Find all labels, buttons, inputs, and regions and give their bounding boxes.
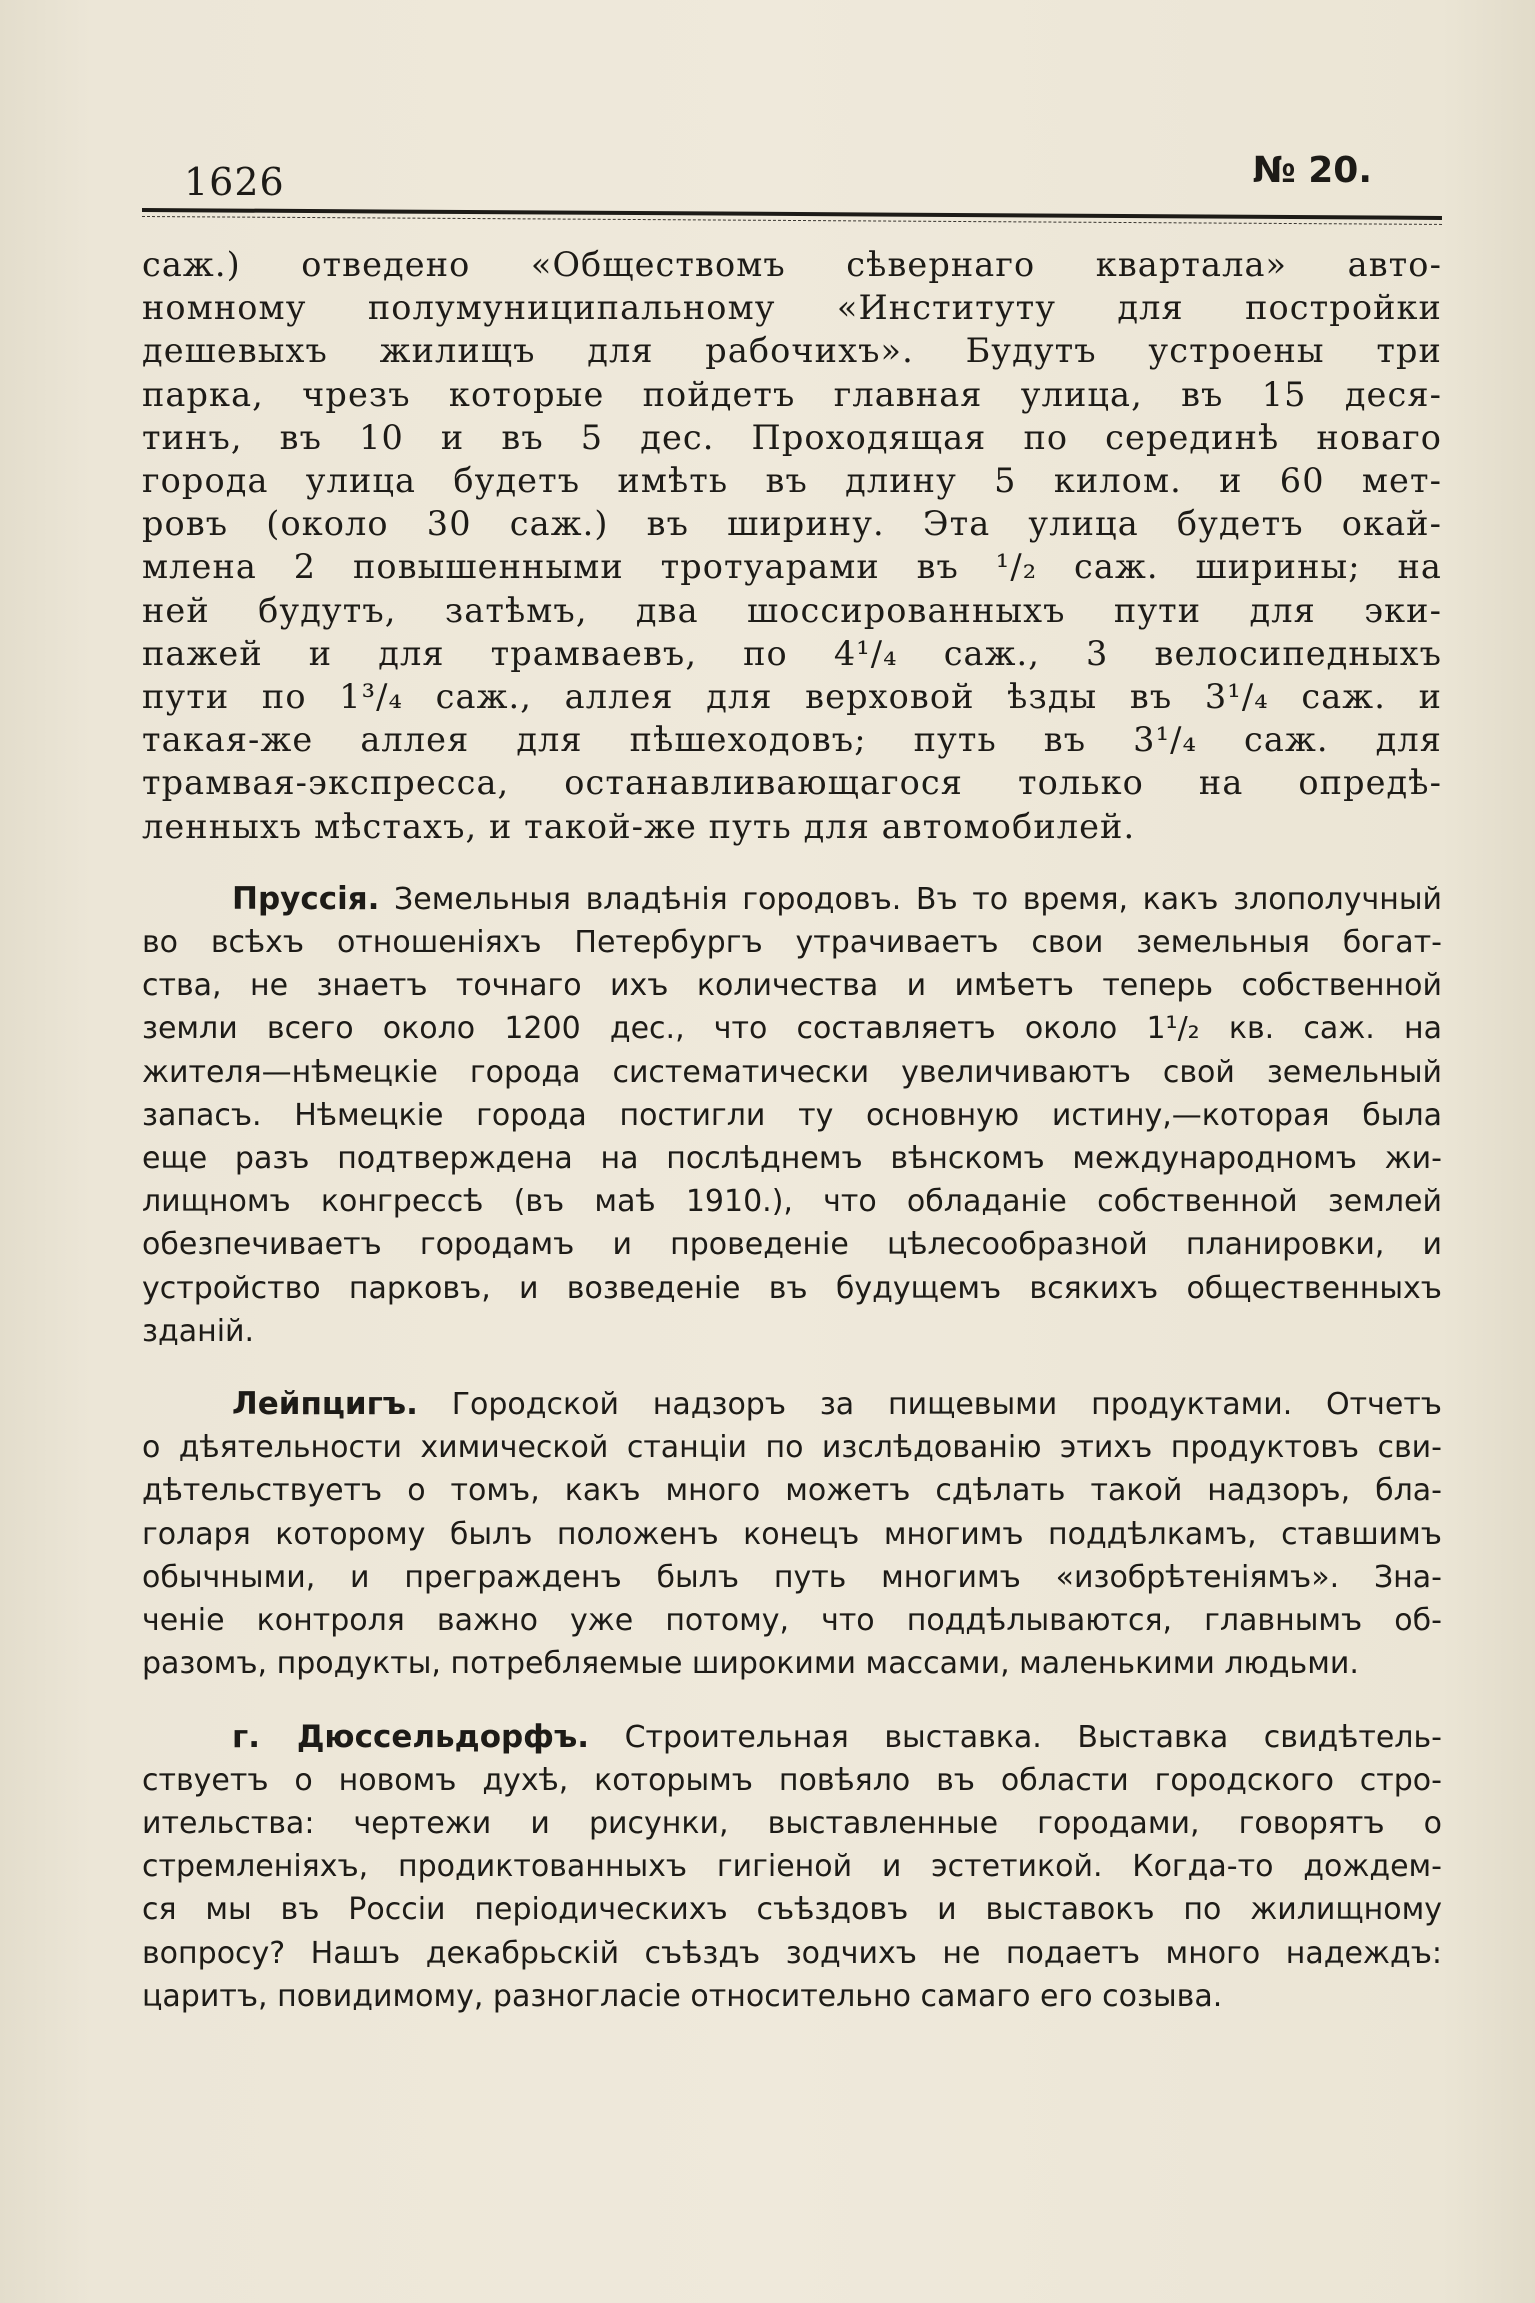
text-line: зданій. bbox=[142, 1313, 255, 1349]
text-line: царитъ, повидимому, разногласіе относительно самаго его созыва. bbox=[142, 1978, 1223, 2014]
section-prussia bbox=[142, 878, 1442, 1353]
text-line: пути по 1³/₄ саж., аллея для верховой ѣзды въ 3¹/₄ саж. и bbox=[142, 677, 1442, 717]
text-line: пажей и для трамваевъ, по 4¹/₄ саж., 3 велосипедныхъ bbox=[142, 633, 1442, 673]
text-line: ительства: чертежи и рисунки, выставленные городами, говорятъ о bbox=[142, 1805, 1442, 1841]
text-line: млена 2 повышенными тротуарами въ ¹/₂ саж. ширины; на bbox=[142, 547, 1442, 587]
text-line: дешевыхъ жилищъ для рабочихъ». Будутъ устроены три bbox=[142, 331, 1442, 371]
text-line: вопросу? Нашъ декабрьскій съѣздъ зодчихъ не подаетъ много надеждъ: bbox=[142, 1935, 1442, 1971]
text-line: ровъ (около 30 саж.) въ ширину. Эта улица будетъ окай- bbox=[142, 504, 1442, 544]
text-line: во всѣхъ отношеніяхъ Петербургъ утрачиваетъ свои земельныя богат- bbox=[142, 925, 1442, 961]
page-number: 1626 bbox=[184, 160, 285, 204]
section-heading: Лейпцигъ. bbox=[232, 1386, 418, 1423]
text-line: трамвая-экспресса, останавливающагося только на опредѣ- bbox=[142, 763, 1442, 803]
text-line: такая-же аллея для пѣшеходовъ; путь въ 3¹/₄ саж. для bbox=[142, 720, 1442, 760]
text-line: запасъ. Нѣмецкіе города постигли ту основную истину,—которая была bbox=[142, 1097, 1442, 1133]
text-line: дѣтельствуетъ о томъ, какъ много можетъ сдѣлать такой надзоръ, бла- bbox=[142, 1473, 1442, 1509]
article-body bbox=[142, 243, 1442, 2018]
text-line: разомъ, продукты, потребляемые широкими массами, маленькими людьми. bbox=[142, 1646, 1359, 1682]
text-line: обезпечиваетъ городамъ и проведеніе цѣлесообразной планировки, и bbox=[142, 1227, 1442, 1263]
text-line: о дѣятельности химической станціи по изслѣдованію этихъ продуктовъ сви- bbox=[142, 1430, 1442, 1466]
text-line: тинъ, въ 10 и въ 5 дес. Проходящая по серединѣ новаго bbox=[142, 417, 1442, 457]
section-leipzig bbox=[142, 1383, 1442, 1685]
issue-number: № 20. bbox=[1252, 150, 1372, 191]
text-line: саж.) отведено «Обществомъ сѣвернаго квартала» авто- bbox=[142, 245, 1442, 284]
text-line: лищномъ конгрессѣ (въ маѣ 1910.), что обладаніе собственной землей bbox=[142, 1184, 1442, 1220]
paragraph-continued bbox=[142, 243, 1442, 848]
section-first-line bbox=[142, 1383, 1442, 1426]
text-line: города улица будетъ имѣть въ длину 5 килом. и 60 мет- bbox=[142, 461, 1442, 501]
text-line: стремленіяхъ, продиктованныхъ гигіеной и эстетикой. Когда-то дождем- bbox=[142, 1849, 1442, 1885]
text-line: ства, не знаетъ точнаго ихъ количества и имѣетъ теперь собственной bbox=[142, 968, 1442, 1004]
text-line: ся мы въ Россіи періодическихъ съѣздовъ и выставокъ по жилищному bbox=[142, 1892, 1442, 1928]
section-first-line bbox=[142, 878, 1442, 921]
text-line: парка, чрезъ которые пойдетъ главная улица, въ 15 деся- bbox=[142, 374, 1442, 414]
text-line: еще разъ подтверждена на послѣднемъ вѣнскомъ международномъ жи- bbox=[142, 1141, 1442, 1177]
text-line: номному полумуниципальному «Институту для постройки bbox=[142, 288, 1442, 328]
text-line: ней будутъ, затѣмъ, два шоссированныхъ пути для эки- bbox=[142, 590, 1442, 630]
text-line: голаря которому былъ положенъ конецъ многимъ поддѣлкамъ, ставшимъ bbox=[142, 1516, 1442, 1552]
section-subheading-text: Городской надзоръ за пищевыми продуктами. Отчетъ bbox=[417, 1387, 1442, 1423]
page-header bbox=[142, 150, 1442, 230]
section-subheading-text: Строительная выставка. Выставка свидѣтель- bbox=[589, 1719, 1442, 1755]
section-subheading-text: Земельныя владѣнія городовъ. Въ то время, какъ злополучный bbox=[379, 881, 1442, 917]
section-heading: Пруссія. bbox=[232, 880, 380, 917]
text-line: ленныхъ мѣстахъ, и такой-же путь для автомобилей. bbox=[142, 806, 1136, 846]
text-line: земли всего около 1200 дес., что составляетъ около 1¹/₂ кв. саж. на bbox=[142, 1011, 1442, 1047]
section-first-line bbox=[142, 1716, 1442, 1759]
text-line: обычными, и прегражденъ былъ путь многимъ «изобрѣтеніямъ». Зна- bbox=[142, 1559, 1442, 1595]
text-line: жителя—нѣмецкіе города систематически увеличиваютъ свой земельный bbox=[142, 1054, 1442, 1090]
text-line: устройство парковъ, и возведеніе въ будущемъ всякихъ общественныхъ bbox=[142, 1270, 1442, 1306]
text-line: ченіе контроля важно уже потому, что поддѣлываются, главнымъ об- bbox=[142, 1603, 1442, 1639]
section-heading: г. Дюссельдорфъ. bbox=[232, 1718, 590, 1755]
section-dusseldorf bbox=[142, 1716, 1442, 2018]
text-line: ствуетъ о новомъ духѣ, которымъ повѣяло въ области городского стро- bbox=[142, 1762, 1442, 1798]
